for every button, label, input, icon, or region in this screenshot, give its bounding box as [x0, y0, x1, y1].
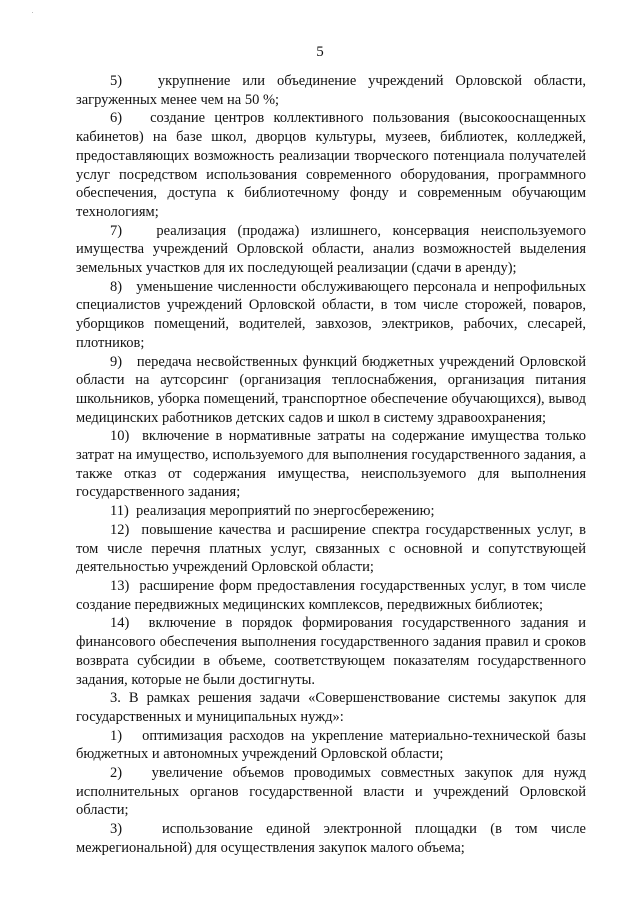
paragraph-item-12: 12) повышение качества и расширение спектра государственных услуг, в том числе перечня платных услуг, связанных с основной и сопутствующей деятельностью учреждений Орловской области; — [76, 521, 586, 576]
paragraph-item-11: 11) реализация мероприятий по энергосбережению; — [110, 503, 435, 520]
document-body — [76, 72, 586, 858]
paragraph-item-7: 7) реализация (продажа) излишнего, консервация неиспользуемого имущества учреждений Орловской области, анализ возможностей выделения земельных участков для их последующей реализации (сдачи в аренду); — [76, 222, 586, 277]
section-3-item-1: 1) оптимизация расходов на укрепление материально-технической базы бюджетных и автономных учреждений Орловской области; — [76, 727, 586, 763]
paragraph-item-5: 5) укрупнение или объединение учреждений Орловской области, загруженных менее чем на 50 %; — [76, 73, 586, 108]
paragraph-item-8: 8) уменьшение численности обслуживающего персонала и непрофильных специалистов учреждений Орловской области, в том числе сторожей, поваров, уборщиков помещений, водителей, завхозов, электриков, рабочих, слесарей, плотников; — [76, 278, 586, 351]
scan-speck — [32, 12, 33, 13]
section-3-intro: 3. В рамках решения задачи «Совершенствование системы закупок для государственных и муниципальных нужд»: — [76, 690, 586, 725]
paragraph-item-10: 10) включение в нормативные затраты на содержание имущества только затрат на имущество, используемого для выполнения государственного задания, а также отказ от содержания имущества, неиспользуемого для выполнения государственного задания; — [76, 428, 586, 501]
page-number: 5 — [316, 44, 324, 60]
paragraph-item-13: 13) расширение форм предоставления государственных услуг, в том числе создание передвижных медицинских комплексов, передвижных библиотек; — [76, 577, 586, 613]
paragraph-item-9: 9) передача несвойственных функций бюджетных учреждений Орловской области на аутсорсинг (организация теплоснабжения, организация питания школьников, уборка помещений, транспортное обеспечение обучающихся), вывод медицинских работников детских садов и школ в систему здравоохранения; — [76, 353, 586, 426]
section-3-item-2: 2) увеличение объемов проводимых совместных закупок для нужд исполнительных органов государственной власти и учреждений Орловской области; — [76, 765, 586, 819]
section-3-item-3: 3) использование единой электронной площадки (в том числе межрегиональной) для осуществления закупок малого объема; — [76, 821, 586, 856]
paragraph-item-6: 6) создание центров коллективного пользования (высокооснащенных кабинетов) на базе школ, дворцов культуры, музеев, библиотек, колледжей, предоставляющих возможность реализации творческого потенциала получателей услуг посредством использования современного оборудования, программного обеспечения, доступа к библиотечному фонду и современным обучающим технологиям; — [76, 110, 586, 220]
paragraph-item-14: 14) включение в порядок формирования государственного задания и финансового обеспечения выполнения государственного задания правил и сроков возврата субсидии в объеме, соответствующем показателям государственного задания, которые не были достигнуты. — [76, 615, 586, 688]
